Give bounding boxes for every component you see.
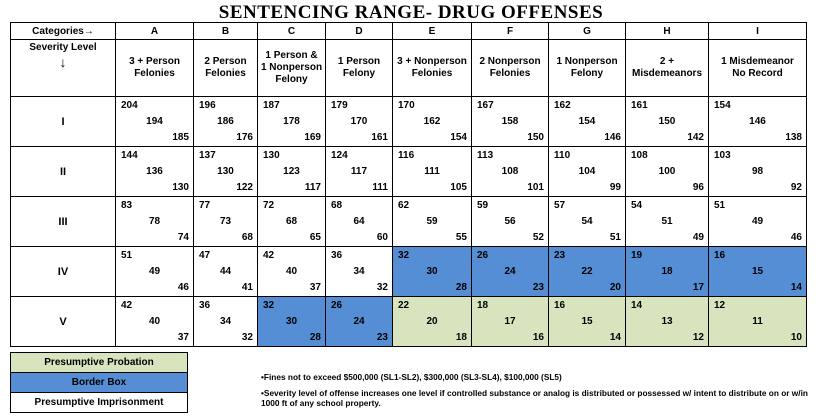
mitigated-value: 20 <box>609 282 621 293</box>
aggravated-value: 137 <box>199 150 216 161</box>
aggravated-value: 59 <box>477 200 489 211</box>
grid-cell <box>709 147 807 197</box>
grid-cell <box>549 297 626 347</box>
grid-cell-values <box>326 197 392 246</box>
category-description-line: 1 Person & <box>265 50 318 61</box>
grid-cell-values <box>116 247 193 296</box>
mitigated-value: 52 <box>532 232 544 243</box>
standard-value: 68 <box>285 216 298 227</box>
mitigated-value: 138 <box>785 132 802 143</box>
mitigated-value: 146 <box>604 132 621 143</box>
aggravated-value: 110 <box>554 150 571 161</box>
aggravated-value: 57 <box>554 200 566 211</box>
grid-cell <box>116 297 194 347</box>
legend-border-box: Border Box <box>11 373 188 393</box>
severity-level-i: I <box>11 97 116 147</box>
aggravated-value: 22 <box>398 300 410 311</box>
category-description-line: Felony <box>570 68 604 79</box>
standard-value: 154 <box>578 116 596 127</box>
grid-cell <box>258 297 326 347</box>
severity-row-v <box>11 297 807 347</box>
mitigated-value: 23 <box>376 332 388 343</box>
grid-cell <box>194 147 258 197</box>
standard-value: 59 <box>426 216 438 227</box>
grid-cell <box>326 297 393 347</box>
mitigated-value: 14 <box>790 282 802 293</box>
severity-row-ii <box>11 147 807 197</box>
aggravated-value: 36 <box>331 250 343 261</box>
aggravated-value: 18 <box>477 300 489 311</box>
category-description-line: 1 Nonperson <box>260 62 323 73</box>
aggravated-value: 16 <box>714 250 726 261</box>
grid-cell <box>258 247 326 297</box>
grid-cell-values <box>472 147 548 196</box>
category-description-e <box>393 40 472 97</box>
aggravated-value: 54 <box>631 200 643 211</box>
standard-value: 20 <box>426 316 438 327</box>
note-school-property: •Severity level of offense increases one level if controlled substance or analog is distributed or possessed w/ intent to distribute on or w/in 1000 ft of any school property. <box>261 387 808 408</box>
grid-cell-values <box>258 97 325 146</box>
grid-cell-values <box>393 297 471 346</box>
grid-cell <box>709 297 807 347</box>
mitigated-value: 46 <box>177 282 189 293</box>
mitigated-value: 32 <box>241 332 253 343</box>
category-description-line: Misdemeanors <box>631 68 703 79</box>
grid-cell-values <box>472 97 548 146</box>
standard-value: 34 <box>219 316 232 327</box>
standard-value: 73 <box>219 216 232 227</box>
grid-cell-values <box>549 297 625 346</box>
category-description-line: 1 Person <box>337 56 381 67</box>
grid-cell-values <box>194 297 257 346</box>
grid-cell <box>709 197 807 247</box>
category-letter-a: A <box>116 23 194 40</box>
grid-cell <box>326 247 393 297</box>
category-description-line: 2 Nonperson <box>479 56 541 67</box>
standard-value: 15 <box>581 316 593 327</box>
grid-cell <box>472 147 549 197</box>
category-description-a <box>116 40 194 97</box>
mitigated-value: 101 <box>527 182 544 193</box>
standard-value: 117 <box>350 166 368 177</box>
grid-cell-values <box>116 197 193 246</box>
mitigated-value: 68 <box>241 232 253 243</box>
standard-value: 98 <box>751 166 764 177</box>
category-description-line: 2 Person <box>204 56 247 67</box>
category-description-line: Felonies <box>134 68 175 79</box>
mitigated-value: 96 <box>692 182 704 193</box>
grid-cell <box>116 147 194 197</box>
standard-value: 150 <box>658 116 676 127</box>
grid-cell <box>549 97 626 147</box>
aggravated-value: 68 <box>331 200 343 211</box>
aggravated-value: 144 <box>121 150 138 161</box>
grid-cell <box>194 297 258 347</box>
grid-cell <box>549 147 626 197</box>
arrow-down-icon: ↓ <box>59 54 67 70</box>
mitigated-value: 37 <box>177 332 189 343</box>
category-description-line: Felonies <box>489 68 531 79</box>
aggravated-value: 72 <box>263 200 275 211</box>
grid-cell <box>258 97 326 147</box>
standard-value: 11 <box>752 316 763 327</box>
severity-level-ii: II <box>11 147 116 197</box>
aggravated-value: 26 <box>477 250 489 261</box>
category-description-b <box>194 40 258 97</box>
aggravated-value: 12 <box>714 300 726 311</box>
aggravated-value: 179 <box>331 100 348 111</box>
standard-value: 13 <box>661 316 673 327</box>
grid-cell-values <box>709 197 806 246</box>
grid-cell <box>549 247 626 297</box>
mitigated-value: 41 <box>241 282 253 293</box>
page-title: SENTENCING RANGE- DRUG OFFENSES <box>218 2 604 23</box>
mitigated-value: 176 <box>236 132 253 143</box>
footnotes <box>261 372 816 414</box>
aggravated-value: 113 <box>477 150 494 161</box>
severity-row-iii <box>11 197 807 247</box>
grid-cell <box>472 97 549 147</box>
grid-cell-values <box>472 297 548 346</box>
grid-cell-values <box>709 147 806 196</box>
mitigated-value: 122 <box>236 182 253 193</box>
category-letter-g: G <box>549 23 626 40</box>
standard-value: 15 <box>751 266 764 277</box>
grid-cell-values <box>472 197 548 246</box>
grid-cell <box>326 197 393 247</box>
mitigated-value: 92 <box>790 182 802 193</box>
aggravated-value: 19 <box>631 250 643 261</box>
mitigated-value: 154 <box>450 132 467 143</box>
grid-cell-values <box>626 247 708 296</box>
standard-value: 130 <box>217 166 234 177</box>
aggravated-value: 16 <box>554 300 566 311</box>
grid-cell <box>472 197 549 247</box>
legend <box>10 352 188 413</box>
grid-cell-values <box>626 147 708 196</box>
category-description-line: 2 + <box>659 56 675 67</box>
severity-level-header <box>11 40 116 97</box>
grid-cell <box>116 97 194 147</box>
grid-cell <box>258 197 326 247</box>
severity-level-iv: IV <box>11 247 116 297</box>
grid-cell-values <box>626 197 708 246</box>
category-description-d <box>326 40 393 97</box>
severity-row-i <box>11 97 807 147</box>
grid-cell-values <box>326 147 392 196</box>
category-description-line: Felonies <box>205 68 246 79</box>
grid-cell <box>393 147 472 197</box>
aggravated-value: 47 <box>199 250 211 261</box>
grid-cell <box>194 97 258 147</box>
standard-value: 146 <box>749 116 766 127</box>
standard-value: 158 <box>501 116 519 127</box>
aggravated-value: 187 <box>263 100 280 111</box>
grid-cell <box>116 197 194 247</box>
categories-label: Categories→ <box>11 23 116 40</box>
grid-cell-values <box>194 147 257 196</box>
mitigated-value: 74 <box>177 232 189 243</box>
grid-cell <box>626 247 709 297</box>
standard-value: 44 <box>219 266 232 277</box>
category-description-line: 1 Nonperson <box>556 56 618 67</box>
legend-presumptive-imprisonment: Presumptive Imprisonment <box>11 393 188 413</box>
aggravated-value: 42 <box>121 300 133 311</box>
category-description-f <box>472 40 549 97</box>
standard-value: 17 <box>504 316 516 327</box>
severity-level-v: V <box>11 297 116 347</box>
grid-cell <box>709 97 807 147</box>
mitigated-value: 28 <box>309 332 321 343</box>
aggravated-value: 77 <box>199 200 211 211</box>
category-letter-row <box>11 23 807 40</box>
grid-cell-values <box>258 297 325 346</box>
standard-value: 49 <box>148 266 161 277</box>
standard-value: 18 <box>661 266 673 277</box>
standard-value: 100 <box>658 166 676 177</box>
standard-value: 51 <box>661 216 673 227</box>
grid-cell-values <box>326 247 392 296</box>
category-description-line: 1 Misdemeanor <box>721 56 794 67</box>
grid-cell <box>326 97 393 147</box>
category-description-line: Felony <box>342 68 376 79</box>
grid-cell-values <box>549 247 625 296</box>
standard-value: 56 <box>504 216 516 227</box>
aggravated-value: 14 <box>631 300 643 311</box>
mitigated-value: 55 <box>455 232 467 243</box>
grid-cell-values <box>393 147 471 196</box>
standard-value: 78 <box>148 216 161 227</box>
standard-value: 40 <box>285 266 298 277</box>
grid-cell-values <box>116 297 193 346</box>
category-letter-d: D <box>326 23 393 40</box>
standard-value: 40 <box>148 316 161 327</box>
mitigated-value: 17 <box>692 282 704 293</box>
mitigated-value: 150 <box>527 132 544 143</box>
category-letter-e: E <box>393 23 472 40</box>
standard-value: 162 <box>423 116 441 127</box>
category-description-i <box>709 40 807 97</box>
grid-cell <box>194 197 258 247</box>
grid-cell-values <box>116 97 193 146</box>
grid-cell <box>626 97 709 147</box>
aggravated-value: 170 <box>398 100 415 111</box>
grid-cell-values <box>194 197 257 246</box>
grid-cell-values <box>258 197 325 246</box>
aggravated-value: 51 <box>121 250 133 261</box>
severity-level-iii: III <box>11 197 116 247</box>
grid-cell <box>626 197 709 247</box>
category-letter-f: F <box>472 23 549 40</box>
mitigated-value: 60 <box>376 232 388 243</box>
category-description-line: No Record <box>732 68 783 79</box>
grid-cell-values <box>258 247 325 296</box>
mitigated-value: 16 <box>532 332 544 343</box>
severity-level-label: Severity Level <box>29 42 97 53</box>
category-description-h <box>626 40 709 97</box>
mitigated-value: 99 <box>609 182 621 193</box>
aggravated-value: 103 <box>714 150 731 161</box>
legend-presumptive-probation: Presumptive Probation <box>11 353 188 373</box>
mitigated-value: 46 <box>790 232 802 243</box>
aggravated-value: 196 <box>199 100 216 111</box>
aggravated-value: 124 <box>331 150 348 161</box>
category-description-g <box>549 40 626 97</box>
standard-value: 178 <box>283 116 300 127</box>
mitigated-value: 14 <box>609 332 621 343</box>
mitigated-value: 185 <box>172 132 189 143</box>
grid-cell <box>549 197 626 247</box>
grid-cell-values <box>549 147 625 196</box>
category-description-line: Felony <box>275 74 308 85</box>
aggravated-value: 32 <box>398 250 410 261</box>
note-fines: •Fines not to exceed $500,000 (SL1-SL2), $300,000 (SL3-SL4), $100,000 (SL5) <box>261 372 562 382</box>
standard-value: 136 <box>146 166 163 177</box>
grid-cell <box>626 297 709 347</box>
grid-cell <box>709 247 807 297</box>
standard-value: 170 <box>350 116 368 127</box>
grid-cell-values <box>549 197 625 246</box>
mitigated-value: 32 <box>376 282 388 293</box>
standard-value: 123 <box>283 166 300 177</box>
grid-cell-values <box>393 97 471 146</box>
aggravated-value: 23 <box>554 250 566 261</box>
mitigated-value: 23 <box>532 282 544 293</box>
mitigated-value: 28 <box>455 282 467 293</box>
standard-value: 111 <box>424 166 440 177</box>
aggravated-value: 108 <box>631 150 648 161</box>
aggravated-value: 130 <box>263 150 280 161</box>
grid-cell-values <box>709 297 806 346</box>
category-letter-b: B <box>194 23 258 40</box>
aggravated-value: 167 <box>477 100 494 111</box>
category-description-c <box>258 40 326 97</box>
mitigated-value: 130 <box>172 182 189 193</box>
aggravated-value: 116 <box>398 150 415 161</box>
category-letter-h: H <box>626 23 709 40</box>
grid-cell-values <box>326 97 392 146</box>
grid-cell-values <box>709 247 806 296</box>
standard-value: 24 <box>353 316 365 327</box>
grid-cell-values <box>258 147 325 196</box>
aggravated-value: 83 <box>121 200 133 211</box>
aggravated-value: 51 <box>714 200 726 211</box>
severity-row-iv <box>11 247 807 297</box>
standard-value: 34 <box>353 266 365 277</box>
grid-cell-values <box>709 97 806 146</box>
mitigated-value: 49 <box>692 232 704 243</box>
mitigated-value: 117 <box>304 182 321 193</box>
mitigated-value: 12 <box>692 332 704 343</box>
standard-value: 54 <box>581 216 593 227</box>
grid-cell-values <box>626 97 708 146</box>
category-description-row <box>11 40 807 97</box>
mitigated-value: 51 <box>609 232 621 243</box>
aggravated-value: 42 <box>263 250 275 261</box>
grid-cell-values <box>194 97 257 146</box>
mitigated-value: 161 <box>371 132 388 143</box>
grid-cell-values <box>626 297 708 346</box>
aggravated-value: 26 <box>331 300 343 311</box>
standard-value: 194 <box>146 116 163 127</box>
standard-value: 30 <box>285 316 298 327</box>
standard-value: 30 <box>426 266 438 277</box>
grid-cell <box>393 197 472 247</box>
grid-cell <box>393 247 472 297</box>
grid-cell <box>258 147 326 197</box>
category-description-line: Felonies <box>411 68 453 79</box>
aggravated-value: 162 <box>554 100 571 111</box>
grid-cell <box>326 147 393 197</box>
grid-cell-values <box>393 247 471 296</box>
mitigated-value: 105 <box>450 182 467 193</box>
aggravated-value: 62 <box>398 200 410 211</box>
grid-cell-values <box>549 97 625 146</box>
aggravated-value: 204 <box>121 100 138 111</box>
grid-cell <box>472 247 549 297</box>
grid-cell <box>194 247 258 297</box>
standard-value: 22 <box>581 266 593 277</box>
aggravated-value: 154 <box>714 100 731 111</box>
grid-cell-values <box>194 247 257 296</box>
grid-cell <box>393 297 472 347</box>
mitigated-value: 37 <box>309 282 321 293</box>
standard-value: 186 <box>217 116 234 127</box>
sentencing-grid <box>10 22 807 347</box>
grid-cell-values <box>472 247 548 296</box>
aggravated-value: 161 <box>631 100 648 111</box>
mitigated-value: 111 <box>372 182 388 193</box>
category-description-line: 3 + Person <box>129 56 180 67</box>
mitigated-value: 169 <box>304 132 321 143</box>
aggravated-value: 36 <box>199 300 211 311</box>
mitigated-value: 10 <box>790 332 802 343</box>
standard-value: 24 <box>504 266 516 277</box>
standard-value: 104 <box>578 166 596 177</box>
standard-value: 64 <box>353 216 365 227</box>
standard-value: 49 <box>751 216 764 227</box>
category-description-line: 3 + Nonperson <box>397 56 467 67</box>
grid-cell-values <box>326 297 392 346</box>
grid-cell <box>116 247 194 297</box>
mitigated-value: 65 <box>309 232 321 243</box>
standard-value: 108 <box>501 166 519 177</box>
category-letter-c: C <box>258 23 326 40</box>
grid-cell <box>626 147 709 197</box>
category-letter-i: I <box>709 23 807 40</box>
grid-cell <box>472 297 549 347</box>
grid-cell-values <box>116 147 193 196</box>
grid-cell <box>393 97 472 147</box>
aggravated-value: 32 <box>263 300 275 311</box>
mitigated-value: 18 <box>455 332 467 343</box>
mitigated-value: 142 <box>687 132 704 143</box>
grid-cell-values <box>393 197 471 246</box>
